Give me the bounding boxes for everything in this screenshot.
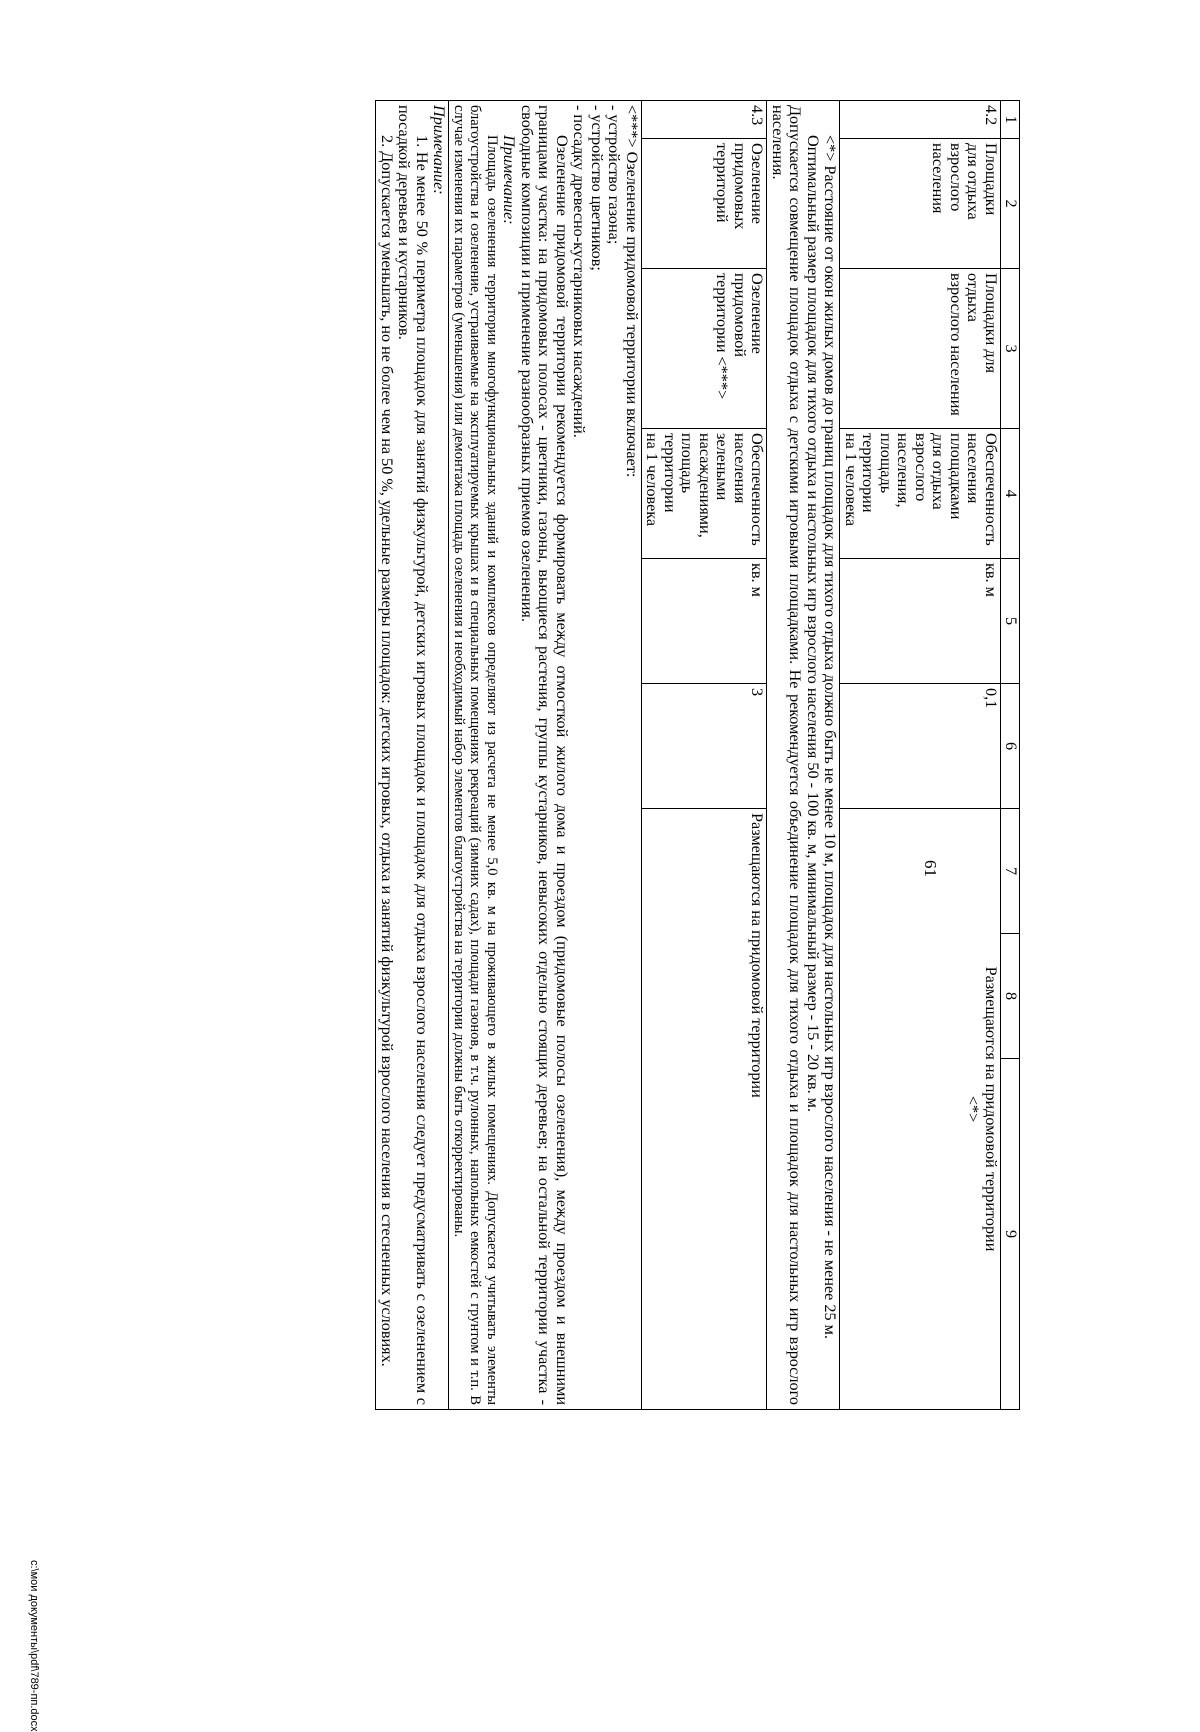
note-paragraph: Оптимальный размер площадок для тихого отдыха и настольных игр взрослого населения 50 - 100 кв. м, минимальный размер - 15 - 20 кв. м. — [804, 135, 822, 1112]
row-number: 4.2 — [840, 101, 1001, 139]
col-header: 3 — [1001, 269, 1020, 429]
note-label: Примечание: — [430, 105, 449, 195]
row-unit: кв. м — [642, 559, 768, 684]
page-number: 61 — [921, 860, 940, 877]
col-header: 2 — [1001, 139, 1020, 269]
col-header: 5 — [1001, 559, 1020, 684]
note-cell — [767, 101, 840, 1410]
note-bullet: - посадку древесно-кустарниковых насаждений. — [570, 105, 589, 438]
file-path-footer: c:\мои документы\pdf\789-пп.docx — [28, 1560, 40, 1732]
row-indicator: Обеспеченность населения зелеными насаждениями, площадь территории на 1 человека — [642, 429, 768, 559]
rotated-table-page — [230, 100, 1020, 1410]
note-cell — [449, 101, 642, 1410]
row-value: 3 — [642, 684, 768, 809]
note-paragraph: <***> Озеленение придомовой территории включает: — [623, 105, 641, 478]
final-note-row — [376, 101, 449, 1410]
row-name: Площадки для отдыха взрослого населения — [840, 139, 1001, 269]
table-row-4-3 — [642, 101, 768, 1410]
note-paragraph: Допускается совмещение площадок отдыха с детскими игровыми площадками. Не рекомендуется объединение площадок для тихого отдыха и площадок для настольных игр взрослого населения. — [769, 105, 805, 1405]
note-paragraph: Площадь озеленения территории многофункциональных зданий и комплексов определяют из расчета не менее 5,0 кв. м на проживающего в жилых помещениях. Допускается учитывать элементы благоустройства и озеленение, устраиваемые на эксплуатируемых крышах и в специальных помещениях рекреаций (зимних садах), площади газонов, в т.ч. рулонных, напольных емкостей с грунтом и т.п. В случае изменения их параметров (уменьшения) или демонтажа площадь озеленения и необходимый набор элементов благоустройства на территории должны быть откорректированы. — [451, 105, 500, 1405]
note-paragraph: 1. Не менее 50 % периметра площадок для занятий физкультурой, детских игровых площадок и площадок для отдыха взрослого населения следует предусматривать с озеленением с посадкой деревьев и кустарников. — [395, 105, 431, 1405]
note-paragraph: <*> Расстояние от окон жилых домов до границ площадок для тихого отдыха должно быть не менее 10 м, площадок для настольных игр взрослого населения - не менее 25 м. — [821, 135, 840, 1339]
row-value: 0,1 — [840, 684, 1001, 809]
col-header: 1 — [1001, 101, 1020, 139]
note-bullet: - устройство цветников; — [588, 105, 606, 271]
row-name: Озеленение придомовых территорий — [642, 139, 768, 269]
row-placement: Размещаются на придомовой территории — [642, 809, 768, 1410]
header-row — [1001, 101, 1020, 1410]
note-row-4-2 — [767, 101, 840, 1410]
final-note-cell — [376, 101, 449, 1410]
col-header: 7 — [1001, 809, 1020, 934]
note-label: Примечание: — [500, 135, 519, 225]
note-row-4-3 — [449, 101, 642, 1410]
table-row-4-2 — [840, 101, 1001, 1410]
row-type: Площадки для отдыха взрослого населения — [840, 269, 1001, 429]
row-number: 4.3 — [642, 101, 768, 139]
row-placement: Размещаются на придомовой территории <*> — [840, 809, 1001, 1410]
requirements-table — [376, 100, 1021, 1410]
row-indicator: Обеспеченность населения площадками для отдыха взрослого населения, площадь территории на 1 человека — [840, 429, 1001, 559]
note-bullet: - устройство газона; — [605, 105, 624, 245]
col-header: 9 — [1001, 1059, 1020, 1410]
note-paragraph: 2. Допускается уменьшать, но не более чем на 50 %, удельные размеры площадок: детских игровых, отдыха и занятий физкультурой взрослого населения в стесненных условиях. — [378, 135, 396, 1367]
col-header: 4 — [1001, 429, 1020, 559]
row-type: Озеленение придомовой территории <***> — [642, 269, 768, 429]
note-paragraph: Озеленение придомовой территории рекомендуется формировать между отмосткой жилого дома и проездом (придомовые полосы озеленения), между проездом и внешними границами участка: на придомовых полосах - цветники, газоны, вьющиеся растения, группы кустарников, невысоких отдельно стоящих деревьев; на остальной территории участка - свободные композиции и применение разнообразных приемов озеленения. — [518, 105, 571, 1405]
row-unit: кв. м — [840, 559, 1001, 684]
col-header: 6 — [1001, 684, 1020, 809]
col-header: 8 — [1001, 934, 1020, 1059]
